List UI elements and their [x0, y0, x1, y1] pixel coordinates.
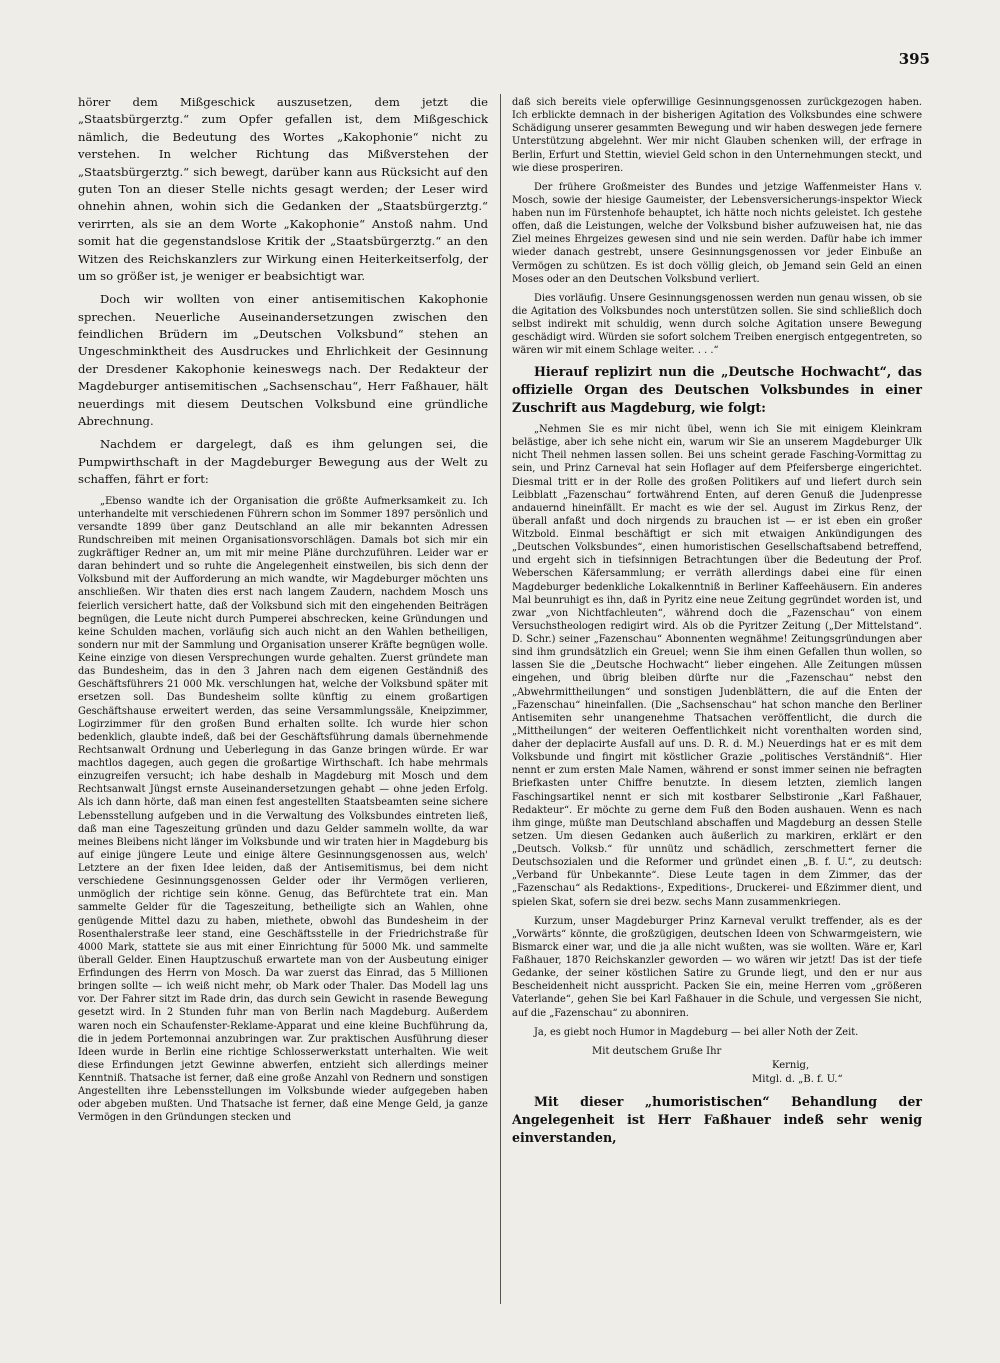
quote-fasshauer: „Ebenso wandte ich der Organisation die größte Aufmerksamkeit zu. Ich unterhandelte mit verschiedenen Führern schon im Sommer 1897 persönlich und versandte 1899 über ganz Deutschland an alle mir bekannten Adressen Rundschreiben mit meinen Organisationsvorschlägen. Damals bot sich mir ein zugkräftiger Redner an, um mit mir meine Pläne durchzuführen. Leider war er daran behindert und so ruhte die Angelegenheit einstweilen, bis sich denn der Volksbund mit der Aufforderung an mich wandte, wir Magdeburger möchten uns anschließen. Wir thaten dies erst nach langem Zaudern, nachdem Mosch uns feierlich versichert hatte, daß der Volksbund sich mit den eingehenden Beiträgen begnügen, die Leute nicht durch Pumperei abschrecken, keine Gründungen und keine Schulden machen, vorläufig sich auch nicht an den Wahlen betheiligen, sondern nur mit der Sammlung und Organisation unserer Kräfte begnügen wolle. Keine einzige von diesen Versprechungen wurde gehalten. Zuerst gründete man das Bundesheim, das in den 3 Jahren nach dem eigenen Geständniß des Geschäftsführers 21 000 Mk. verschlungen hat, welche der Volksbund später mit ersetzen soll. Das Bundesheim sollte künftig zu einem großartigen Geschäftshause erweitert werden, das seine Versammlungssäle, Kneipzimmer, Logirzimmer für den großen Bund erhalten sollte. Ich wurde hier schon bedenklich, glaubte indeß, daß bei der Geschäftsführung damals übernehmende Rechtsanwalt Ordnung und Ueberlegung in das Ganze bringen würde. Er war machtlos dagegen, auch gegen die großartige Wirthschaft. Ich habe mehrmals einzugreifen versucht; ich habe deshalb in Magdeburg mit Mosch und dem Rechtsanwalt Jüngst ernste Auseinandersetzungen gehabt — ohne jeden Erfolg. Als ich dann hörte, daß man einen fest angestellten Staatsbeamten seine sichere Lebensstellung aufgeben und in die Verwaltung des Volksbundes eintreten ließ, daß man eine Tageszeitung gründen und dazu Gelder sammeln wollte, da war meines Bleibens nicht länger im Volksbunde und wir traten hier in Magdeburg bis auf einige jüngere Leute und einige ältere Gesinnungsgenossen aus, welch' Letztere an der fixen Idee leiden, daß der Antisemitismus, bei dem nicht verschiedene Gesinnungsgenossen Gelder oder ihr Vermögen verlieren, unmöglich der richtige sein könne. Genug, das Befürchtete trat ein. Man sammelte Gelder für die Tageszeitung, betheiligte sich an Wahlen, ohne genügende Mittel dazu zu haben, miethete, obwohl das Bundesheim in der Rosenthalerstraße leer stand, eine Geschäftsstelle in der Friedrichstraße für 4000 Mark, stattete sie aus mit einer Einrichtung für 5000 Mk. und sammelte überall Gelder. Einen Hauptzuschuß erwartete man von der Ausbeutung einiger Erfindungen des Herrn von Mosch. Da war zuerst das Einrad, das 5 Millionen bringen sollte — ich weiß nicht mehr, ob Mark oder Thaler. Das Modell lag uns vor. Der Fahrer sitzt im Rade drin, das durch sein Gewicht in rasende Bewegung gesetzt wird. In 2 Stunden fuhr man von Berlin nach Magdeburg. Außerdem waren noch ein Schaufenster-Reklame-Apparat und eine kleine Buchführung da, die in jedem Portemonnai anzubringen war. Zur praktischen Ausführung dieser Ideen wurde in Berlin eine richtige Schlosserwerkstatt unterhalten. Wie weit diese Erfindungen jetzt Gewinne abwerfen, entzieht sich allerdings meiner Kenntniß. Thatsache ist ferner, daß eine große Anzahl von Rednern und sonstigen Angestellten ihre Lebensstellungen im Volksbunde wieder aufgegeben haben oder abgeben mußten. Und Thatsache ist ferner, daß eine Menge Geld, ja ganze Vermögen in den Gründungen stecken und — [78, 495, 488, 1124]
paragraph-intro-quote: Nachdem er dargelegt, daß es ihm gelungen sei, die Pumpwirthschaft in der Magdeburger Bewegung aus der Welt zu schaffen, fährt er fort: — [78, 437, 488, 487]
paragraph-hochwacht-intro: Hierauf replizirt nun die „Deutsche Hochwacht“, das offizielle Organ des Deutschen Volksbundes in einer Zuschrift aus Magdeburg, wie folgt: — [512, 364, 922, 416]
signature-name: Kernig, — [772, 1059, 810, 1071]
quote-paragraph-3: Dies vorläufig. Unsere Gesinnungsgenossen werden nun genau wissen, ob sie die Agitation des Volksbundes noch unterstützen sollen. Sie sind schließlich doch selbst indirekt mit schuldig, wenn durch solche Agitation unsere Bewegung geschädigt wird. Würden sie sofort solchem Treiben energisch entgegentreten, so wären wir mit einem Schlage weiter. . . .“ — [512, 292, 922, 357]
paragraph-kakophonie: Doch wir wollten von einer antisemitischen Kakophonie sprechen. Neuerliche Auseinandersetzungen zwischen den feindlichen Brüdern im „Deutschen Volksbund“ stehen an Ungeschminktheit des Ausdruckes und Ehrlichkeit der Gesinnung der Dresdener Kakophonie keineswegs nach. Der Redakteur der Magdeburger antisemitischen „Sachsenschau“, Herr Faßhauer, hält neuerdings mit diesem Deutschen Volksbund eine gründliche Abrechnung. — [78, 292, 488, 429]
signature-block — [512, 1045, 922, 1087]
paragraph-final: Mit dieser „humoristischen“ Behandlung der Angelegenheit ist Herr Faßhauer indeß sehr wenig einverstanden, — [512, 1093, 922, 1145]
quote-paragraph-2: Der frühere Großmeister des Bundes und jetzige Waffenmeister Hans v. Mosch, sowie der hiesige Gaumeister, der Lebensversicherungs-inspektor Wieck haben nun im Fürstenhofe behauptet, ich hätte noch nichts geleistet. Ich gestehe offen, daß die Leistungen, welche der Volksbund bisher aufzuweisen hat, nie das Ziel meines Ehrgeizes gewesen sind und nie sein werden. Dafür habe ich immer wieder danach gestrebt, unsere Gesinnungsgenossen vor jeder Einbuße an Vermögen zu schützen. Es ist doch völlig gleich, ob Jemand sein Geld an einen Moses oder an den Deutschen Volksbund verliert. — [512, 181, 922, 285]
letter-body: „Nehmen Sie es mir nicht übel, wenn ich Sie mit einigem Kleinkram belästige, aber ich sehe nicht ein, warum wir Sie an unserem Magdeburger Ulk nicht Theil nehmen lassen sollen. Bei uns scheint gerade Fasching-Vormittag zu sein, und Prinz Carneval hat sein Hoflager auf dem Pfeifersberge eingerichtet. Diesmal tritt er in der Rolle des großen Politikers auf und liefert durch sein Leibblatt „Fazenschau“ fortwährend Enten, auf deren Genuß die Judenpresse andauernd hineinfällt. Er macht es wie der sel. August im Zirkus Renz, der überall anfaßt und doch nirgends zu brauchen ist — er ist eben ein großer Witzbold. Einmal beschäftigt er sich mit etwaigen Ankündigungen des „Deutschen Volksbundes“, einen humoristischen Gesellschaftsabend betreffend, und ergeht sich in tiefsinnigen Betrachtungen über die Bedeutung der Prof. Weberschen Käfersammlung; er verräth allerdings dabei eine für einen Magdeburger bedenkliche Lokalkenntniß in Berliner Kaffeehäusern. Ein anderes Mal beunruhigt es ihn, daß in Pyritz eine neue Zeitung gegründet worden ist, und zwar „von Nichtfachleuten“, während doch die „Fazenschau“ von einem Versuchstheologen redigirt wird. Als ob die Pyritzer Zeitung („Der Mittelstand“. D. Schr.) seiner „Fazenschau“ Abonnenten wegnähme! Zeitungsgründungen aber sind ihm grundsätzlich ein Greuel; wenn Sie ihm einen Gefallen thun wollen, so lassen Sie die „Deutsche Hochwacht“ lieber eingehen. Alle Zeitungen müssen eingehen, und übrig bleiben dürfte nur die „Fazenschau“ nebst den „Abwehrmittheilungen“ und sonstigen Judenblättern, die auf die Enten der „Fazenschau“ hineinfallen. (Die „Sachsenschau“ hat schon manche den Berliner Antisemiten sehr unangenehme Thatsachen veröffentlicht, die durch die „Mittheilungen“ der weiteren Oeffentlichkeit nicht vorenthalten worden sind, daher der deplacirte Ausfall auf uns. D. R. d. M.) Neuerdings hat er es mit dem Volksbunde und fingirt mit köstlicher Grazie „politisches Verständniß“. Hier nennt er zum ersten Male Namen, während er sonst immer seinen nie befragten Briefkasten unter Chiffre benutzte. In diesem letzten, ziemlich langen Faschingsartikel nennt er sich mit kostbarer Selbstironie „Karl Faßhauer, Redakteur“. Er möchte zu gerne dem Fuß den Boden aushauen. Wenn es nach ihm ginge, müßte man Deutschland abschaffen und Magdeburg an dessen Stelle setzen. Um diesen Gedanken auch äußerlich zu markiren, erklärt er den „Deutsch. Volksb.“ für unnütz und schädlich, zerschmettert ferner die Deutschsozialen und die Reformer und gründet einen „B. f. U.“, zu deutsch: „Verband für Unbekannte“. Diese Leute tagen in dem Zimmer, das der „Fazenschau“ als Redaktions-, Expeditions-, Druckerei- und Eßzimmer dient, und spielen Skat, sofern sie drei bezw. sechs Mann zusammenkriegen. — [512, 424, 922, 908]
left-column — [78, 94, 488, 1131]
right-column — [512, 96, 922, 1152]
paragraph-continued: hörer dem Mißgeschick auszusetzen, dem jetzt die „Staatsbürgerztg.“ zum Opfer gefallen ist, dem Mißgeschick nämlich, die Bedeutung des Wortes „Kakophonie“ nicht zu verstehen. In welcher Richtung das Mißverstehen der „Staatsbürgerztg.“ sich bewegt, darüber kann aus Rücksicht auf den guten Ton an dieser Stelle nichts gesagt werden; der Leser wird ohnehin ahnen, wohin sich die Gedanken der „Staatsbürgerztg.“ verirrten, als sie an dem Worte „Kakophonie“ Anstoß nahm. Und somit hat die gegenstandslose Kritik der „Staatsbürgerztg.“ an den Witzen des Reichskanzlers zur Wirkung einen Heiterkeitserfolg, der um so größer ist, je weniger er beabsichtigt war. — [78, 95, 488, 283]
column-divider — [500, 94, 501, 1304]
letter-paragraph-3: Ja, es giebt noch Humor in Magdeburg — bei aller Noth der Zeit. — [534, 1026, 859, 1038]
signature-title: Mitgl. d. „B. f. U.“ — [752, 1073, 843, 1085]
closing-line: Mit deutschem Gruße Ihr — [592, 1045, 722, 1057]
letter-paragraph-2: Kurzum, unser Magdeburger Prinz Karneval verulkt treffender, als es der „Vorwärts“ könnte, die großzügigen, deutschen Ideen von Schwarmgeistern, wie Bismarck einer war, und die ja alle nicht wußten, was sie wollten. Wäre er, Karl Faßhauer, 1870 Reichskanzler geworden — wo wären wir jetzt! Das ist der tiefe Gedanke, der seiner köstlichen Satire zu Grunde liegt, und den er nur aus Bescheidenheit nicht ausspricht. Packen Sie ein, meine Herren vom „größeren Vaterlande“, gehen Sie bei Karl Faßhauer in die Schule, und vergessen Sie nicht, auf die „Fazenschau“ zu abonniren. — [512, 915, 922, 1019]
page-number: 395 — [898, 50, 930, 68]
quote-continued: daß sich bereits viele opferwillige Gesinnungsgenossen zurückgezogen haben. Ich erblickte demnach in der bisherigen Agitation des Volksbundes eine schwere Schädigung unserer gesammten Bewegung und wir haben deswegen jede fernere Unterstützung abgelehnt. Wer mir nicht Glauben schenken will, der erfrage in Berlin, Erfurt und Stettin, wieviel Geld schon in den Unternehmungen steckt, und wie diese prosperiren. — [512, 97, 922, 174]
